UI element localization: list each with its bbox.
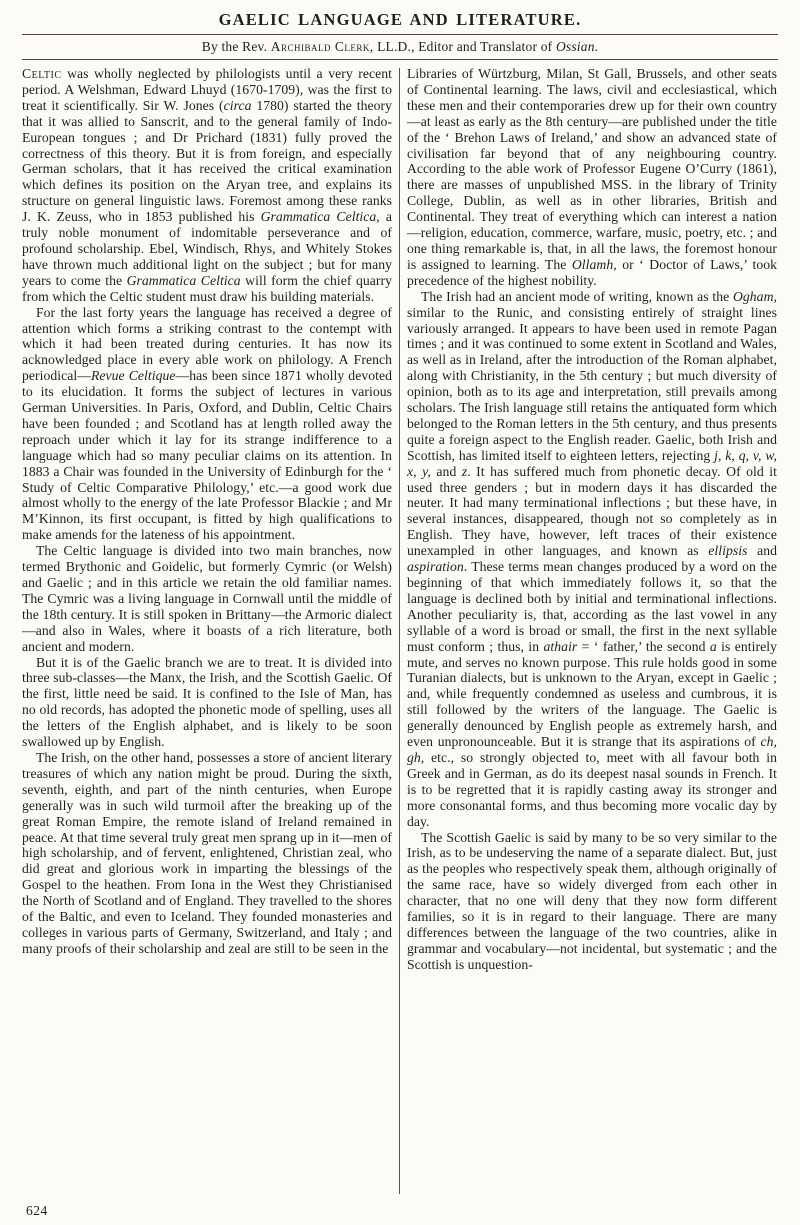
text-run: By the Rev.: [201, 39, 271, 54]
text-run: = ‘ father,’ the second: [577, 638, 710, 654]
right-column: [407, 66, 777, 1194]
text-run: , or ‘ Doctor of Laws,’ took precedence of the highest nobility.: [407, 256, 777, 288]
italic-text-run: Grammatica Celtica: [126, 272, 241, 288]
text-run: . It has suffered much from phonetic decay. Of old it used three genders ; but in modern days it has discarded the neuter. It had many terminational inflections ; but these have, in several instances, disappeared, though not so completely as in English. They have, however, left traces of their existence unexampled in other languages, and known as: [407, 463, 777, 559]
small-caps-text-run: Celtic: [22, 66, 62, 81]
text-run: The Celtic language is divided into two main branches, now termed Brythonic and Goidelic, but formerly Cymric (or Welsh) and Gaelic ; and in this article we retain the old familiar names. The Cymric was a living language in Cornwall until the middle of the 18th century. It is still spoken in Brittany—the Armoric dialect—and also in Wales, where it boasts of a rich literature, both ancient and modern.: [22, 543, 392, 654]
small-caps-text-run: Archibald Clerk: [270, 39, 370, 54]
title-rule: [22, 34, 778, 35]
paragraph: [407, 66, 777, 289]
paragraph: [407, 830, 777, 973]
paragraph: [22, 655, 392, 750]
italic-text-run: circa: [223, 97, 252, 113]
paragraph: [407, 289, 777, 830]
text-run: For the last forty years the language has received a degree of attention which forms a striking contrast to the contempt with which it had been treated during centuries. It has now its acknowledged place in every able work on philology. A French periodical—: [22, 304, 392, 384]
article-title: GAELIC LANGUAGE AND LITERATURE.: [218, 10, 582, 29]
text-run: , a truly noble monument of indomitable perseverance and of profound scholarship. Ebel, Windisch, Rhys, and Whitely Stokes have thrown much additional light on the subject ; but for many years to come the: [22, 209, 393, 288]
text-run: was wholly neglected by philologists until a very recent period. A Welshman, Edward Lhuyd (1670-1709), was the first to treat it scientifically. Sir W. Jones (: [22, 66, 392, 113]
text-run: . These terms mean changes produced by a word on the beginning of that which immediately follows it, so that the language is declined both by initial and terminational inflections. Another peculiarity is, that, according as the last vowel in any syllable of a word is broad or small, the first in the next syllable must conform ; thus, in: [407, 559, 777, 654]
text-run: is entirely mute, and serves no known purpose. This rule holds good in some Turanian dialects, but is unknown to the Aryan, except in Gaelic ; and, while frequently condemned as useless and cumbrous, it is still followed by the writers of the language. The Gaelic is generally denounced by English people as extremely harsh, and even unpronounceable. But it is strange that its aspirations of: [407, 638, 777, 750]
paragraph: [22, 543, 392, 654]
italic-text-run: ellipsis: [708, 543, 748, 559]
italic-text-run: Ollamh: [571, 256, 614, 272]
paragraph: [22, 66, 392, 305]
text-run: , LL.D., Editor and Translator of: [369, 39, 556, 54]
text-run: The Irish had an ancient mode of writing, known as the: [421, 288, 733, 304]
italic-text-run: z: [461, 463, 468, 479]
text-run: The Scottish Gaelic is said by many to be so very similar to the Irish, as to be undeserving the name of a separate dialect. But, just as the peoples who respectively speak them, although originally of the same race, have so widely diverged from each other in character, that no one will deny that they now form different families, so it is in regard to their language. There are many differences between the language of the two countries, alike in grammar and vocabulary—not incidental, but systematic ; and the Scottish is unquestion-: [407, 829, 777, 972]
italic-text-run: Revue Celtique: [90, 368, 176, 384]
paragraph: [22, 305, 392, 544]
italic-text-run: j, k, q, v, w, x, y,: [407, 447, 777, 479]
text-run: The Irish, on the other hand, possesses a store of ancient literary treasures of which any nation might be proud. During the sixth, seventh, eighth, and part of the ninth centuries, when Europe generally was in such wild turmoil after the breaking up of the great Roman Empire, the remote island of Ireland remained in peace. At that time several truly great men sprang up in it—men of high scholarship, and of fervent, enlightened, Christian zeal, who did great and glorious work in imparting the blessings of the Gospel to the heathen. From Iona in the West they Christianised the North of Scotland and of England. They travelled to the shores of the Baltic, and even to Iceland. They founded monasteries and colleges in various parts of Germany, Switzerland, and Italy ; and many proofs of their scholarship and zeal are still to be seen in the: [22, 749, 392, 956]
italic-text-run: Grammatica Celtica: [260, 209, 377, 225]
text-run: 1780) started the theory that it was allied to Sanscrit, and to the general family of Indo-European tongues ; and Dr Prichard (1831) fully proved the correctness of this theory. But it is from foreign, and especially German scholars, that it has received the critical examination which defines its position on the Aryan tree, and explains its structure on general linguistic laws. Foremost among these ranks J. K. Zeuss, who in 1853 published his: [22, 97, 392, 225]
paragraph: [22, 750, 392, 957]
text-run: But it is of the Gaelic branch we are to treat. It is divided into three sub-classes—the Manx, the Irish, and the Scottish Gaelic. Of the first, little need be said. It is confined to the Isle of Man, has no old records, has adopted the phonetic mode of spelling, uses all the letters of the English alphabet, and is likely to be soon swallowed up by English.: [22, 654, 392, 750]
italic-text-run: ch, gh,: [407, 734, 777, 765]
byline-rule: [22, 59, 778, 60]
text-run: etc., so strongly objected to, meet with all favour both in Greek and in German, as do its deepest nasal sounds in French. It is to be regretted that it is rapidly casting away its stronger and more consonantal forms, and thus becoming more vocalic day by day.: [407, 749, 777, 829]
text-run: —has been since 1871 wholly devoted to its elucidation. It forms the subject of lectures in various German Universities. In Paris, Oxford, and Dublin, Celtic Chairs have been founded ; and Scotland has at length rolled away the reproach under which it lay for its strange indifference to a language which had so many peculiar claims on its attention. In 1883 a Chair was founded in the University of Edinburgh for the ‘ Study of Celtic Comparative Philology,’ etc.—a good work due almost wholly to the energy of the late Professor Blackie ; and Mr M’Kinnon, its first occupant, is fitted by high qualifications to make amends for the lateness of his appointment.: [22, 368, 392, 543]
italic-text-run: Ossian: [555, 39, 595, 54]
italic-text-run: athair: [543, 638, 578, 654]
text-run: and: [430, 463, 462, 479]
two-column-text-block: [22, 66, 778, 1194]
text-run: .: [594, 39, 599, 54]
byline: [22, 39, 778, 55]
italic-text-run: aspiration: [407, 559, 464, 575]
text-run: and: [747, 543, 777, 559]
text-run: , similar to the Runic, and consisting entirely of straight lines variously arranged. It appears to have been used in remote Pagan times ; and it was continued to some extent in Scotland and Wales, as well as in Ireland, after the introduction of the Roman alphabet, along with Christianity, in the 5th century ; but much diversity of opinion, both as to its age and interpretation, still prevails among scholars. The Irish language still retains the antiquated form which belonged to the Roman letters in the 5th century, and thus presents quite a foreign aspect to the English reader. Gaelic, both Irish and Scottish, has limited itself to eighteen letters, rejecting: [407, 288, 777, 463]
page-number: 624: [26, 1203, 48, 1218]
column-divider-rule: [399, 68, 400, 1194]
text-run: Libraries of Würtzburg, Milan, St Gall, Brussels, and other seats of Continental learning. The laws, civil and ecclesiastical, which these men and their contemporaries drew up for their own country—at least as early as the 8th century—are published under the title of the ‘ Brehon Laws of Ireland,’ and show an advanced state of civilisation far beyond that of any neighbouring country. According to the able work of Professor Eugene O’Curry (1861), there are masses of unpublished MSS. in the library of Trinity College, Dublin, as well as in other libraries, British and Continental. They treat of everything which can interest a nation—religion, education, commerce, warfare, music, poetry, etc. ; and one thing remarkable is, that, in all the laws, the foremost honour is assigned to learning. The: [407, 66, 777, 272]
italic-text-run: Ogham: [732, 288, 774, 304]
italic-text-run: a: [709, 638, 717, 654]
text-run: will form the chief quarry from which the Celtic student must draw his building materials.: [22, 272, 392, 304]
left-column: [22, 66, 392, 1194]
